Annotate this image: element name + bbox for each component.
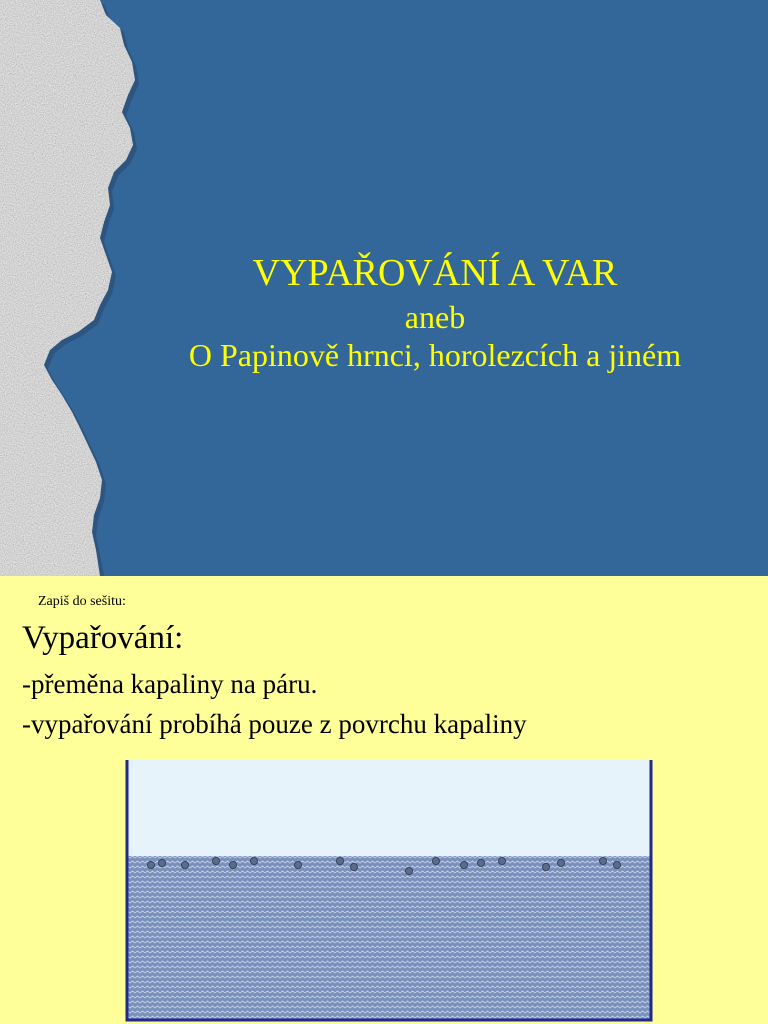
molecule-dot bbox=[432, 857, 439, 864]
slide-title: VYPAŘOVÁNÍ A VAR bbox=[252, 252, 618, 294]
molecule-dot bbox=[542, 863, 549, 870]
molecule-dot bbox=[405, 867, 412, 874]
note-text: Zapiš do sešitu: bbox=[38, 594, 126, 609]
section-heading: Vypařování: bbox=[22, 620, 184, 656]
liquid-region bbox=[128, 856, 650, 1019]
slide-conjunction: aneb bbox=[404, 299, 466, 335]
air-region bbox=[128, 760, 650, 856]
molecule-dot bbox=[599, 857, 606, 864]
bullet-line: -přeměna kapaliny na páru. bbox=[22, 669, 318, 699]
content-slide bbox=[0, 576, 768, 1024]
molecule-dot bbox=[350, 863, 357, 870]
molecule-dot bbox=[498, 857, 505, 864]
beaker-illustration bbox=[125, 760, 653, 1022]
molecule-dot bbox=[250, 857, 257, 864]
molecule-dot bbox=[158, 859, 165, 866]
molecule-dot bbox=[336, 857, 343, 864]
molecule-dot bbox=[181, 861, 188, 868]
bullet-line: -vypařování probíhá pouze z povrchu kapaliny bbox=[22, 709, 527, 739]
molecule-dot bbox=[613, 861, 620, 868]
molecule-dot bbox=[294, 861, 301, 868]
molecule-dot bbox=[460, 861, 467, 868]
slide-subtitle: O Papinově hrnci, horolezcích a jiném bbox=[188, 337, 682, 373]
molecule-dot bbox=[477, 859, 484, 866]
molecule-dot bbox=[557, 859, 564, 866]
molecule-dot bbox=[212, 857, 219, 864]
molecule-dot bbox=[229, 861, 236, 868]
molecule-dot bbox=[147, 861, 154, 868]
title-block bbox=[120, 248, 750, 374]
